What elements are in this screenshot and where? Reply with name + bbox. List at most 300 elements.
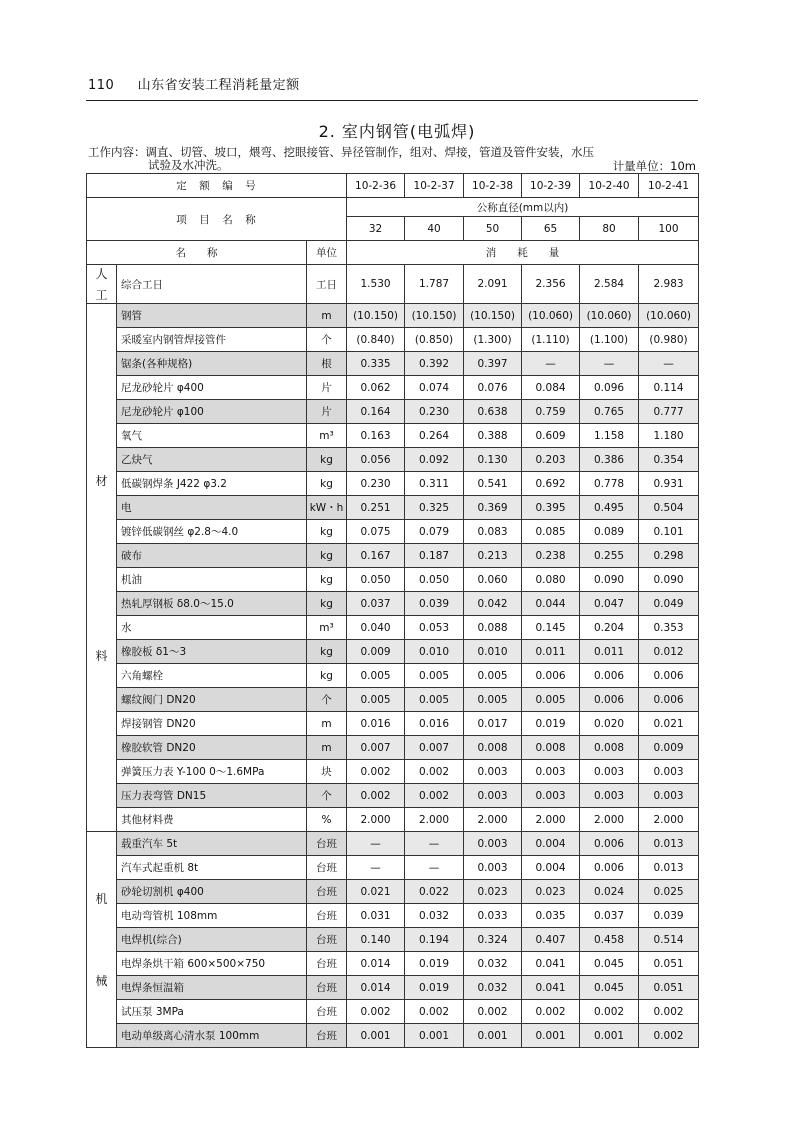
diameter-value: 80	[580, 217, 639, 241]
consumption-value: 0.060	[464, 568, 522, 592]
consumption-value: 0.035	[522, 904, 580, 928]
item-name: 电焊条烘干箱 600×500×750	[117, 952, 307, 976]
consumption-value: 0.005	[464, 664, 522, 688]
item-name: 尼龙砂轮片 φ400	[117, 376, 307, 400]
consumption-value: 0.407	[522, 928, 580, 952]
consumption-value: 0.021	[347, 880, 405, 904]
consumption-value: 0.002	[580, 1000, 639, 1024]
item-name: 电	[117, 496, 307, 520]
consumption-value: 0.005	[522, 688, 580, 712]
consumption-value: —	[522, 352, 580, 376]
item-name: 电焊条恒温箱	[117, 976, 307, 1000]
item-unit: kg	[307, 640, 347, 664]
item-name: 汽车式起重机 8t	[117, 856, 307, 880]
consumption-value: 0.049	[639, 592, 699, 616]
column-header-name: 名 称	[87, 241, 307, 265]
consumption-value: 0.003	[639, 784, 699, 808]
item-unit: m	[307, 304, 347, 328]
consumption-value: 0.002	[639, 1000, 699, 1024]
diameter-value: 65	[522, 217, 580, 241]
consumption-value: 0.002	[405, 1000, 464, 1024]
item-unit: 台班	[307, 928, 347, 952]
consumption-value: 0.021	[639, 712, 699, 736]
consumption-value: 0.001	[580, 1024, 639, 1048]
consumption-value: 0.092	[405, 448, 464, 472]
consumption-value: 0.005	[405, 688, 464, 712]
table-row	[87, 664, 699, 688]
consumption-value: 0.388	[464, 424, 522, 448]
item-name: 橡胶板 δ1～3	[117, 640, 307, 664]
work-content-label: 工作内容：	[88, 145, 146, 159]
consumption-value: 0.007	[347, 736, 405, 760]
consumption-value: 0.238	[522, 544, 580, 568]
consumption-value: 0.140	[347, 928, 405, 952]
consumption-value: 2.000	[639, 808, 699, 832]
consumption-value: 0.514	[639, 928, 699, 952]
consumption-value: 0.005	[405, 664, 464, 688]
consumption-value: 1.787	[405, 265, 464, 304]
consumption-value: 0.145	[522, 616, 580, 640]
consumption-value: 0.006	[580, 664, 639, 688]
item-unit: m	[307, 712, 347, 736]
table-row	[87, 400, 699, 424]
consumption-value: 0.032	[464, 952, 522, 976]
item-unit: m³	[307, 616, 347, 640]
table-row	[87, 592, 699, 616]
consumption-value: 0.003	[522, 784, 580, 808]
category-char: 工	[95, 288, 108, 302]
consumption-value: (1.110)	[522, 328, 580, 352]
consumption-value: 0.203	[522, 448, 580, 472]
category-labor	[87, 265, 117, 304]
consumption-value: 0.765	[580, 400, 639, 424]
consumption-value: (10.060)	[580, 304, 639, 328]
consumption-value: 0.006	[639, 664, 699, 688]
item-unit: kg	[307, 472, 347, 496]
consumption-value: 0.019	[405, 952, 464, 976]
consumption-value: (10.060)	[639, 304, 699, 328]
consumption-value: 0.089	[580, 520, 639, 544]
quota-code: 10-2-40	[580, 174, 639, 198]
consumption-value: 0.023	[464, 880, 522, 904]
item-name: 压力表弯管 DN15	[117, 784, 307, 808]
consumption-value: —	[347, 856, 405, 880]
consumption-value: 0.076	[464, 376, 522, 400]
item-unit: m³	[307, 424, 347, 448]
consumption-value: 0.033	[464, 904, 522, 928]
consumption-value: 0.759	[522, 400, 580, 424]
table-row	[87, 265, 699, 304]
item-unit: 个	[307, 688, 347, 712]
consumption-value: 0.335	[347, 352, 405, 376]
consumption-value: 2.000	[347, 808, 405, 832]
unit-of-measure: 计量单位：10m	[612, 159, 696, 173]
consumption-value: 0.187	[405, 544, 464, 568]
consumption-value: 2.000	[580, 808, 639, 832]
consumption-value: 0.324	[464, 928, 522, 952]
consumption-value: 0.013	[639, 832, 699, 856]
consumption-value: 0.003	[464, 832, 522, 856]
item-unit: kg	[307, 568, 347, 592]
consumption-value: 0.004	[522, 856, 580, 880]
consumption-value: 0.088	[464, 616, 522, 640]
table-row	[87, 304, 699, 328]
category-char: 人	[95, 267, 108, 281]
consumption-value: 0.311	[405, 472, 464, 496]
item-name: 试压泵 3MPa	[117, 1000, 307, 1024]
table-row	[87, 688, 699, 712]
item-unit: 台班	[307, 904, 347, 928]
consumption-value: 0.008	[522, 736, 580, 760]
table-row	[87, 832, 699, 856]
consumption-value: 0.023	[522, 880, 580, 904]
consumption-value: 0.101	[639, 520, 699, 544]
consumption-table	[86, 173, 699, 1048]
consumption-value: 0.298	[639, 544, 699, 568]
consumption-value: —	[405, 832, 464, 856]
consumption-value: 0.001	[464, 1024, 522, 1048]
consumption-value: 0.032	[464, 976, 522, 1000]
consumption-value: 0.397	[464, 352, 522, 376]
consumption-value: 0.003	[464, 784, 522, 808]
item-name: 低碳钢焊条 J422 φ3.2	[117, 472, 307, 496]
consumption-value: 2.584	[580, 265, 639, 304]
consumption-value: 0.042	[464, 592, 522, 616]
consumption-value: 0.007	[405, 736, 464, 760]
consumption-value: 0.003	[580, 760, 639, 784]
consumption-value: (0.980)	[639, 328, 699, 352]
table-row	[87, 784, 699, 808]
item-unit: 台班	[307, 1024, 347, 1048]
consumption-value: 0.096	[580, 376, 639, 400]
consumption-value: 0.006	[580, 832, 639, 856]
table-row	[87, 1024, 699, 1048]
consumption-value: 0.090	[580, 568, 639, 592]
table-row	[87, 760, 699, 784]
consumption-value: 0.778	[580, 472, 639, 496]
consumption-value: 0.002	[522, 1000, 580, 1024]
table-row	[87, 928, 699, 952]
item-unit: kg	[307, 544, 347, 568]
consumption-value: 0.009	[347, 640, 405, 664]
consumption-value: 0.006	[580, 688, 639, 712]
work-content-line1: 调直、切管、坡口，煨弯、挖眼接管、异径管制作，组对、焊接，管道及管件安装，水压	[145, 145, 594, 159]
category-char: 机	[95, 892, 108, 906]
item-unit: 台班	[307, 952, 347, 976]
table-row	[87, 448, 699, 472]
consumption-value: 0.002	[405, 760, 464, 784]
consumption-value: 0.014	[347, 976, 405, 1000]
consumption-value: 0.085	[522, 520, 580, 544]
item-name: 电焊机(综合)	[117, 928, 307, 952]
consumption-value: 0.001	[347, 1024, 405, 1048]
category-machine	[87, 832, 117, 1048]
consumption-value: 2.983	[639, 265, 699, 304]
item-unit: 台班	[307, 880, 347, 904]
consumption-value: 0.931	[639, 472, 699, 496]
item-name: 锯条(各种规格)	[117, 352, 307, 376]
consumption-value: 0.080	[522, 568, 580, 592]
category-char: 材	[95, 473, 108, 488]
header-rule	[86, 100, 698, 101]
table-row	[87, 640, 699, 664]
consumption-value: 0.011	[580, 640, 639, 664]
item-unit: 个	[307, 784, 347, 808]
table-row	[87, 1000, 699, 1024]
consumption-value: 0.019	[405, 976, 464, 1000]
table-row	[87, 616, 699, 640]
consumption-value: 0.041	[522, 976, 580, 1000]
consumption-value: —	[347, 832, 405, 856]
work-content-line2: 试验及水冲洗。	[148, 158, 229, 172]
table-row	[87, 424, 699, 448]
item-name: 焊接钢管 DN20	[117, 712, 307, 736]
item-name: 弹簧压力表 Y-100 0～1.6MPa	[117, 760, 307, 784]
consumption-value: 0.002	[405, 784, 464, 808]
item-name: 热轧厚钢板 δ8.0～15.0	[117, 592, 307, 616]
item-unit: kg	[307, 448, 347, 472]
consumption-value: 0.002	[639, 1024, 699, 1048]
consumption-value: (1.300)	[464, 328, 522, 352]
page-number: 110	[88, 78, 115, 93]
consumption-value: 0.079	[405, 520, 464, 544]
item-name: 镀锌低碳钢丝 φ2.8～4.0	[117, 520, 307, 544]
item-unit: 片	[307, 376, 347, 400]
consumption-value: 0.010	[464, 640, 522, 664]
consumption-value: 0.090	[639, 568, 699, 592]
consumption-value: 0.050	[347, 568, 405, 592]
quota-code: 10-2-41	[639, 174, 699, 198]
consumption-value: (0.840)	[347, 328, 405, 352]
consumption-value: 0.051	[639, 976, 699, 1000]
consumption-value: 0.062	[347, 376, 405, 400]
consumption-value: 0.040	[347, 616, 405, 640]
consumption-value: 0.230	[347, 472, 405, 496]
consumption-value: 0.045	[580, 952, 639, 976]
item-unit: m	[307, 736, 347, 760]
consumption-value: 0.075	[347, 520, 405, 544]
table-row	[87, 904, 699, 928]
consumption-value: 0.006	[522, 664, 580, 688]
consumption-value: 0.045	[580, 976, 639, 1000]
consumption-value: 0.031	[347, 904, 405, 928]
quota-code: 10-2-38	[464, 174, 522, 198]
consumption-value: 0.325	[405, 496, 464, 520]
consumption-value: 0.050	[405, 568, 464, 592]
consumption-value: 0.003	[464, 760, 522, 784]
consumption-value: 0.047	[580, 592, 639, 616]
consumption-value: 0.008	[464, 736, 522, 760]
consumption-value: 0.012	[639, 640, 699, 664]
consumption-value: 0.003	[639, 760, 699, 784]
consumption-value: 0.369	[464, 496, 522, 520]
item-name: 载重汽车 5t	[117, 832, 307, 856]
consumption-value: 2.091	[464, 265, 522, 304]
nominal-diameter-label: 公称直径(mm以内)	[347, 198, 699, 217]
consumption-value: 0.003	[464, 856, 522, 880]
consumption-value: 0.164	[347, 400, 405, 424]
item-unit: 块	[307, 760, 347, 784]
diameter-value: 40	[405, 217, 464, 241]
consumption-value: (1.100)	[580, 328, 639, 352]
consumption-value: —	[405, 856, 464, 880]
consumption-value: 0.354	[639, 448, 699, 472]
table-row	[87, 976, 699, 1000]
table-row	[87, 856, 699, 880]
diameter-value: 100	[639, 217, 699, 241]
consumption-value: 0.002	[347, 1000, 405, 1024]
consumption-value: 0.004	[522, 832, 580, 856]
consumption-value: (10.150)	[405, 304, 464, 328]
consumption-value: 0.006	[580, 856, 639, 880]
item-name-label: 项 目 名 称	[87, 198, 347, 241]
column-header-consumption: 消 耗 量	[347, 241, 699, 265]
consumption-value: 0.009	[639, 736, 699, 760]
consumption-value: 1.530	[347, 265, 405, 304]
consumption-value: 0.083	[464, 520, 522, 544]
quota-code: 10-2-37	[405, 174, 464, 198]
item-unit: 台班	[307, 1000, 347, 1024]
consumption-value: 0.255	[580, 544, 639, 568]
item-name: 氧气	[117, 424, 307, 448]
consumption-value: 0.504	[639, 496, 699, 520]
consumption-value: 2.000	[522, 808, 580, 832]
consumption-value: 0.044	[522, 592, 580, 616]
item-unit: kg	[307, 664, 347, 688]
table-row	[87, 544, 699, 568]
consumption-value: 0.130	[464, 448, 522, 472]
category-char: 械	[95, 974, 108, 988]
consumption-value: 0.003	[580, 784, 639, 808]
item-name: 电动单级离心清水泵 100mm	[117, 1024, 307, 1048]
consumption-value: 0.010	[405, 640, 464, 664]
consumption-value: 0.204	[580, 616, 639, 640]
consumption-value: 0.039	[639, 904, 699, 928]
consumption-value: 0.395	[522, 496, 580, 520]
consumption-value: 0.213	[464, 544, 522, 568]
consumption-value: 0.609	[522, 424, 580, 448]
consumption-value: 0.084	[522, 376, 580, 400]
consumption-value: 0.194	[405, 928, 464, 952]
consumption-value: 0.114	[639, 376, 699, 400]
item-name: 螺纹阀门 DN20	[117, 688, 307, 712]
consumption-value: 0.001	[405, 1024, 464, 1048]
consumption-value: 0.025	[639, 880, 699, 904]
consumption-value: 0.022	[405, 880, 464, 904]
item-unit: 台班	[307, 976, 347, 1000]
consumption-value: 0.005	[464, 688, 522, 712]
quota-code: 10-2-36	[347, 174, 405, 198]
consumption-value: 0.386	[580, 448, 639, 472]
category-material	[87, 304, 117, 832]
consumption-value: 0.264	[405, 424, 464, 448]
item-name: 砂轮切割机 φ400	[117, 880, 307, 904]
consumption-value: 0.056	[347, 448, 405, 472]
consumption-value: 0.013	[639, 856, 699, 880]
table-row	[87, 568, 699, 592]
consumption-value: 0.019	[522, 712, 580, 736]
consumption-value: 0.353	[639, 616, 699, 640]
page-header	[88, 74, 300, 93]
consumption-value: 2.000	[405, 808, 464, 832]
consumption-value: 0.777	[639, 400, 699, 424]
consumption-value: 0.392	[405, 352, 464, 376]
consumption-value: 0.005	[347, 664, 405, 688]
item-unit: %	[307, 808, 347, 832]
consumption-value: 0.163	[347, 424, 405, 448]
consumption-value: 0.495	[580, 496, 639, 520]
consumption-value: 0.230	[405, 400, 464, 424]
consumption-value: 0.692	[522, 472, 580, 496]
consumption-value: 2.000	[464, 808, 522, 832]
item-unit: 根	[307, 352, 347, 376]
quota-code: 10-2-39	[522, 174, 580, 198]
column-header-unit: 单位	[307, 241, 347, 265]
item-unit: 工日	[307, 265, 347, 304]
consumption-value: (10.150)	[464, 304, 522, 328]
consumption-value: (10.150)	[347, 304, 405, 328]
consumption-value: 0.005	[347, 688, 405, 712]
item-unit: kg	[307, 520, 347, 544]
item-name: 采暖室内钢管焊接管件	[117, 328, 307, 352]
table-row	[87, 712, 699, 736]
consumption-value: 0.024	[580, 880, 639, 904]
diameter-value: 32	[347, 217, 405, 241]
consumption-value: —	[639, 352, 699, 376]
item-name: 橡胶软管 DN20	[117, 736, 307, 760]
item-name: 钢管	[117, 304, 307, 328]
consumption-value: 0.003	[522, 760, 580, 784]
consumption-value: 0.041	[522, 952, 580, 976]
item-unit: kg	[307, 592, 347, 616]
consumption-value: (0.850)	[405, 328, 464, 352]
table-row	[87, 520, 699, 544]
item-name: 六角螺栓	[117, 664, 307, 688]
item-name: 其他材料费	[117, 808, 307, 832]
consumption-value: 0.006	[639, 688, 699, 712]
work-content	[88, 146, 698, 172]
consumption-value: 0.039	[405, 592, 464, 616]
consumption-value: 1.180	[639, 424, 699, 448]
table-row	[87, 472, 699, 496]
item-name: 机油	[117, 568, 307, 592]
section-title: 2. 室内钢管(电弧焊)	[318, 122, 476, 141]
consumption-value: 0.032	[405, 904, 464, 928]
item-name: 综合工日	[117, 265, 307, 304]
consumption-value: 0.074	[405, 376, 464, 400]
consumption-value: 2.356	[522, 265, 580, 304]
quota-number-label: 定 额 编 号	[87, 174, 347, 198]
consumption-value: 0.016	[405, 712, 464, 736]
item-unit: 台班	[307, 856, 347, 880]
consumption-value: 0.251	[347, 496, 405, 520]
consumption-value: 0.011	[522, 640, 580, 664]
consumption-value: 0.016	[347, 712, 405, 736]
item-unit: kW・h	[307, 496, 347, 520]
consumption-value: 0.002	[464, 1000, 522, 1024]
table-row	[87, 952, 699, 976]
item-name: 尼龙砂轮片 φ100	[117, 400, 307, 424]
consumption-value: 0.017	[464, 712, 522, 736]
consumption-value: 0.002	[347, 784, 405, 808]
table-row	[87, 352, 699, 376]
diameter-value: 50	[464, 217, 522, 241]
consumption-value: 0.167	[347, 544, 405, 568]
table-row	[87, 328, 699, 352]
consumption-value: 0.014	[347, 952, 405, 976]
consumption-value: 0.541	[464, 472, 522, 496]
consumption-value: —	[580, 352, 639, 376]
